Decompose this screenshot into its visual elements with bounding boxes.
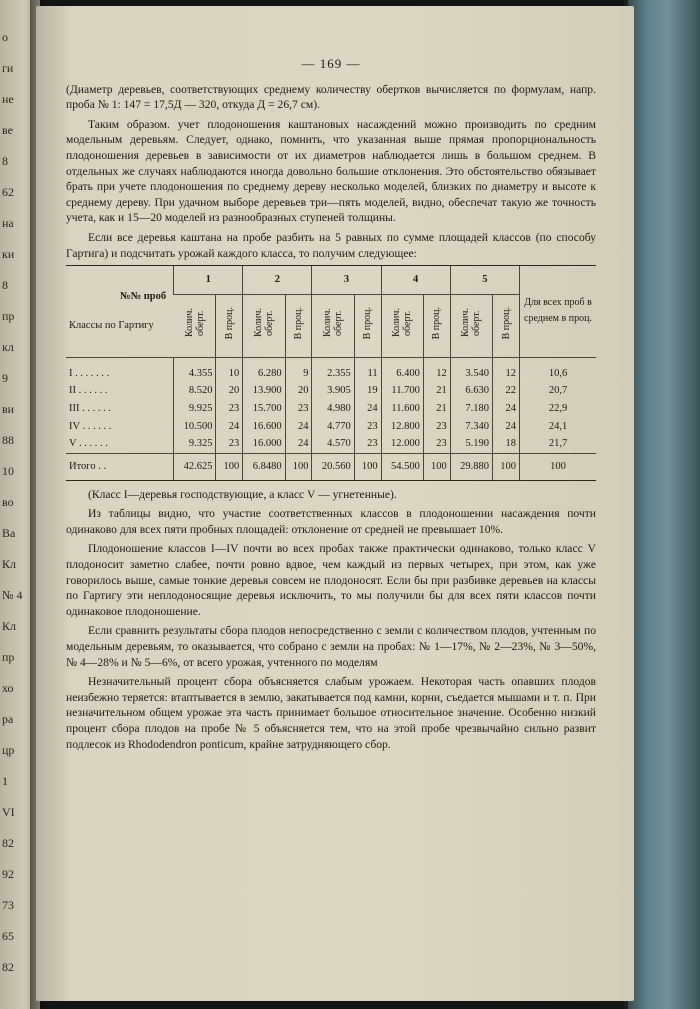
left-page-fragment: 1 <box>2 774 8 788</box>
total-count-cell: 42.625 <box>174 453 216 480</box>
percent-cell: 9 <box>285 357 312 382</box>
class-cell: IV . . . . . . <box>69 420 112 432</box>
count-cell: 6.280 <box>243 357 285 382</box>
left-page-fragment: ки <box>2 247 15 261</box>
left-page-fragment: 9 <box>2 371 8 385</box>
count-cell: 6.630 <box>450 382 492 400</box>
plot-header: 2 <box>243 266 312 295</box>
plot-header: 5 <box>450 266 519 295</box>
left-page-fragment: не <box>2 92 14 106</box>
left-page-fragment: 88 <box>2 433 14 447</box>
count-cell: 16.000 <box>243 435 285 453</box>
left-page-fragment: на <box>2 216 14 230</box>
average-cell: 10,6 <box>520 357 597 382</box>
percent-subheader <box>423 295 450 358</box>
left-page-fragment: пр <box>2 650 15 664</box>
percent-cell: 21 <box>423 382 450 400</box>
percent-subheader <box>493 295 520 358</box>
plot-header: 4 <box>381 266 450 295</box>
average-cell: 24,1 <box>520 418 597 436</box>
count-cell: 9.325 <box>174 435 216 453</box>
percent-cell: 12 <box>493 357 520 382</box>
table-row <box>66 435 596 453</box>
count-cell: 11.600 <box>381 400 423 418</box>
subheader-text: Колич. оберт. <box>460 308 483 338</box>
count-cell: 16.600 <box>243 418 285 436</box>
count-cell: 4.570 <box>312 435 354 453</box>
paragraph-low-percentage: Незначительный процент сбора объясняется слабым урожаем. Некоторая часть опавших плодов неизбежно теряется: втаптывается в землю, закатывается под камни, корни, съедается мышами и т. п. При незначительном общем урожае эта часть принимает большое относительное значение. Особенно низкий процент сбора плодов на пробе № 5 объясняется тем, что на этой пробе чрезвычайно сильно развит подлесок из Rhododendron ponticum, крайне затрудняющего сбор. <box>66 675 596 751</box>
percent-cell: 24 <box>285 418 312 436</box>
left-page-fragment: Кл <box>2 557 16 571</box>
count-cell: 7.180 <box>450 400 492 418</box>
book-spine <box>628 0 700 1009</box>
row-header-top: №№ проб <box>120 290 167 302</box>
average-header: Для всех проб в среднем в проц. <box>520 266 597 358</box>
subheader-text: В проц. <box>500 306 512 340</box>
percent-cell: 23 <box>216 400 243 418</box>
percent-cell: 23 <box>354 418 381 436</box>
total-percent-cell: 100 <box>285 453 312 480</box>
count-cell: 9.925 <box>174 400 216 418</box>
percent-cell: 23 <box>423 435 450 453</box>
count-cell: 8.520 <box>174 382 216 400</box>
count-cell: 10.500 <box>174 418 216 436</box>
percent-cell: 18 <box>493 435 520 453</box>
percent-cell: 21 <box>423 400 450 418</box>
row-header-bottom: Классы по Гартигу <box>69 320 154 332</box>
percent-cell: 23 <box>216 435 243 453</box>
count-cell: 4.980 <box>312 400 354 418</box>
total-count-cell: 20.560 <box>312 453 354 480</box>
count-subheader <box>243 295 285 358</box>
percent-cell: 10 <box>216 357 243 382</box>
left-page-fragment: 65 <box>2 929 14 943</box>
paragraph-diameter-formula: (Диаметр деревьев, соответствующих среднему количеству обертков вычисляется по формулам, напр. проба № 1: 147 = 17,5Д — 320, откуда Д = 26,7 см). <box>66 82 596 112</box>
class-cell: II . . . . . . <box>69 385 108 397</box>
subheader-text: Колич. оберт. <box>391 308 414 338</box>
subheader-text: Колич. оберт. <box>322 308 345 338</box>
percent-subheader <box>354 295 381 358</box>
left-page-fragment: Кл <box>2 619 16 633</box>
total-percent-cell: 100 <box>493 453 520 480</box>
percent-cell: 24 <box>493 400 520 418</box>
subheader-text: В проц. <box>431 306 443 340</box>
total-average-cell: 100 <box>520 453 597 480</box>
percent-cell: 20 <box>216 382 243 400</box>
left-page-fragment: VI <box>2 805 15 819</box>
subheader-text: В проц. <box>223 306 235 340</box>
count-subheader <box>450 295 492 358</box>
total-percent-cell: 100 <box>354 453 381 480</box>
page-content <box>66 56 596 756</box>
count-cell: 3.540 <box>450 357 492 382</box>
table-row <box>66 382 596 400</box>
count-cell: 11.700 <box>381 382 423 400</box>
count-cell: 13.900 <box>243 382 285 400</box>
left-page-fragment: кл <box>2 340 14 354</box>
percent-subheader <box>216 295 243 358</box>
left-page-fragment: 62 <box>2 185 14 199</box>
total-count-cell: 54.500 <box>381 453 423 480</box>
count-subheader <box>174 295 216 358</box>
left-page-fragment: о <box>2 30 8 44</box>
table-row <box>66 418 596 436</box>
left-page-fragment: ви <box>2 402 15 416</box>
total-label: Итого . . <box>66 453 174 480</box>
average-cell: 22,9 <box>520 400 597 418</box>
count-cell: 3.905 <box>312 382 354 400</box>
left-page-fragment: цр <box>2 743 15 757</box>
left-page-fragment: Ва <box>2 526 16 540</box>
book-page <box>36 6 634 1001</box>
percent-cell: 24 <box>285 435 312 453</box>
percent-subheader <box>285 295 312 358</box>
left-page-fragment: 73 <box>2 898 14 912</box>
plot-header: 3 <box>312 266 381 295</box>
total-percent-cell: 100 <box>216 453 243 480</box>
left-page-fragment: во <box>2 495 14 509</box>
percent-cell: 24 <box>493 418 520 436</box>
average-cell: 21,7 <box>520 435 597 453</box>
paragraph-class-fruiting: Плодоношение классов I—IV почти во всех пробах также практически одинаково, только класс V плодоносит заметно слабее, почти ровно вдвое, чем каждый из первых четырех, при этом, как уже говорилось выше, самые тонкие деревья совсем не плодоносят. Если бы при разбивке деревьев на классы по Гартигу эти неплодоносящие деревья исключить, то мы получили бы для всех пяти классов почти одинаковое плодоношение. <box>66 542 596 618</box>
paragraph-table-conclusion: Из таблицы видно, что участие соответственных классов в плодоношении насаждения почти одинаково для всех пяти пробных площадей: отклонение от средней не превышает 10%. <box>66 507 596 536</box>
total-percent-cell: 100 <box>423 453 450 480</box>
left-page-fragment: хо <box>2 681 14 695</box>
count-subheader <box>381 295 423 358</box>
count-subheader <box>312 295 354 358</box>
percent-cell: 12 <box>423 357 450 382</box>
paragraph-class-note: (Класс I—деревья господствующие, а класс V — угнетенные). <box>88 487 397 501</box>
table-row <box>66 357 596 382</box>
count-cell: 6.400 <box>381 357 423 382</box>
total-count-cell: 29.880 <box>450 453 492 480</box>
left-page-fragment: 8 <box>2 154 8 168</box>
percent-cell: 22 <box>493 382 520 400</box>
percent-cell: 20 <box>285 382 312 400</box>
percent-cell: 23 <box>423 418 450 436</box>
percent-cell: 19 <box>354 382 381 400</box>
subheader-text: Колич. оберт. <box>252 308 275 338</box>
percent-cell: 24 <box>216 418 243 436</box>
count-cell: 2.355 <box>312 357 354 382</box>
paragraph-hartig-classes: Если все деревья каштана на пробе разбить на 5 равных по сумме площадей классов (по способу Гартига) и подсчитать урожай каждого класса, то получим следующее: <box>66 230 596 260</box>
total-row <box>66 453 596 480</box>
count-cell: 5.190 <box>450 435 492 453</box>
left-page-fragment: 92 <box>2 867 14 881</box>
class-cell: III . . . . . . <box>69 402 111 414</box>
left-page-fragment: 8 <box>2 278 8 292</box>
left-page-fragment: ра <box>2 712 14 726</box>
paragraph-model-trees: Таким образом. учет плодоношения каштановых насаждений можно производить по средним модельным деревьям. Следует, однако, помнить, что указанная выше прямая пропорциональность плодоношения деревьев в зависимости от их диаметров наблюдается лишь в большом среднем. В отдельных же случаях наблюдаются иногда довольно большие отклонения. Это обстоятельство обязывает брать при учете плодоношения по среднему дереву несколько моделей, близких по диаметру и высоте к среднему дереву. При удачном выборе деревьев три—пять моделей, видно, обеспечат такую же точность учета, как и 15—20 моделей из разнообразных ступеней толщины. <box>66 117 596 225</box>
paragraph-ground-collection: Если сравнить результаты сбора плодов непосредственно с земли с количеством плодов, учтенным по модельным деревьям, то оказывается, что собрано с земли на пробах: № 1—17%, № 2—23%, № 3—50%, № 4—28% и № 5—6%, от всего урожая, учтенного по моделям <box>66 624 596 669</box>
count-cell: 4.355 <box>174 357 216 382</box>
row-header-cell <box>66 266 174 358</box>
subheader-text: В проц. <box>293 306 305 340</box>
class-cell: I . . . . . . . <box>69 367 110 379</box>
percent-cell: 23 <box>285 400 312 418</box>
subheader-text: Колич. оберт. <box>183 308 206 338</box>
percent-cell: 23 <box>354 435 381 453</box>
page-number: — 169 — <box>301 56 361 71</box>
count-cell: 12.000 <box>381 435 423 453</box>
count-cell: 7.340 <box>450 418 492 436</box>
percent-cell: 24 <box>354 400 381 418</box>
left-page-fragment: ве <box>2 123 13 137</box>
plot-header: 1 <box>174 266 243 295</box>
left-page-fragment: 82 <box>2 836 14 850</box>
count-cell: 4.770 <box>312 418 354 436</box>
percent-cell: 11 <box>354 357 381 382</box>
count-cell: 15.700 <box>243 400 285 418</box>
left-page-fragment: № 4 <box>2 588 23 602</box>
subheader-text: В проц. <box>362 306 374 340</box>
left-page-fragment: 10 <box>2 464 14 478</box>
average-cell: 20,7 <box>520 382 597 400</box>
total-count-cell: 6.8480 <box>243 453 285 480</box>
count-cell: 12.800 <box>381 418 423 436</box>
yield-table <box>66 265 596 481</box>
left-page-fragment: пр <box>2 309 15 323</box>
left-page-fragment: 82 <box>2 960 14 974</box>
left-page-fragment: ги <box>2 61 14 75</box>
table-row <box>66 400 596 418</box>
class-cell: V . . . . . . <box>69 438 108 450</box>
